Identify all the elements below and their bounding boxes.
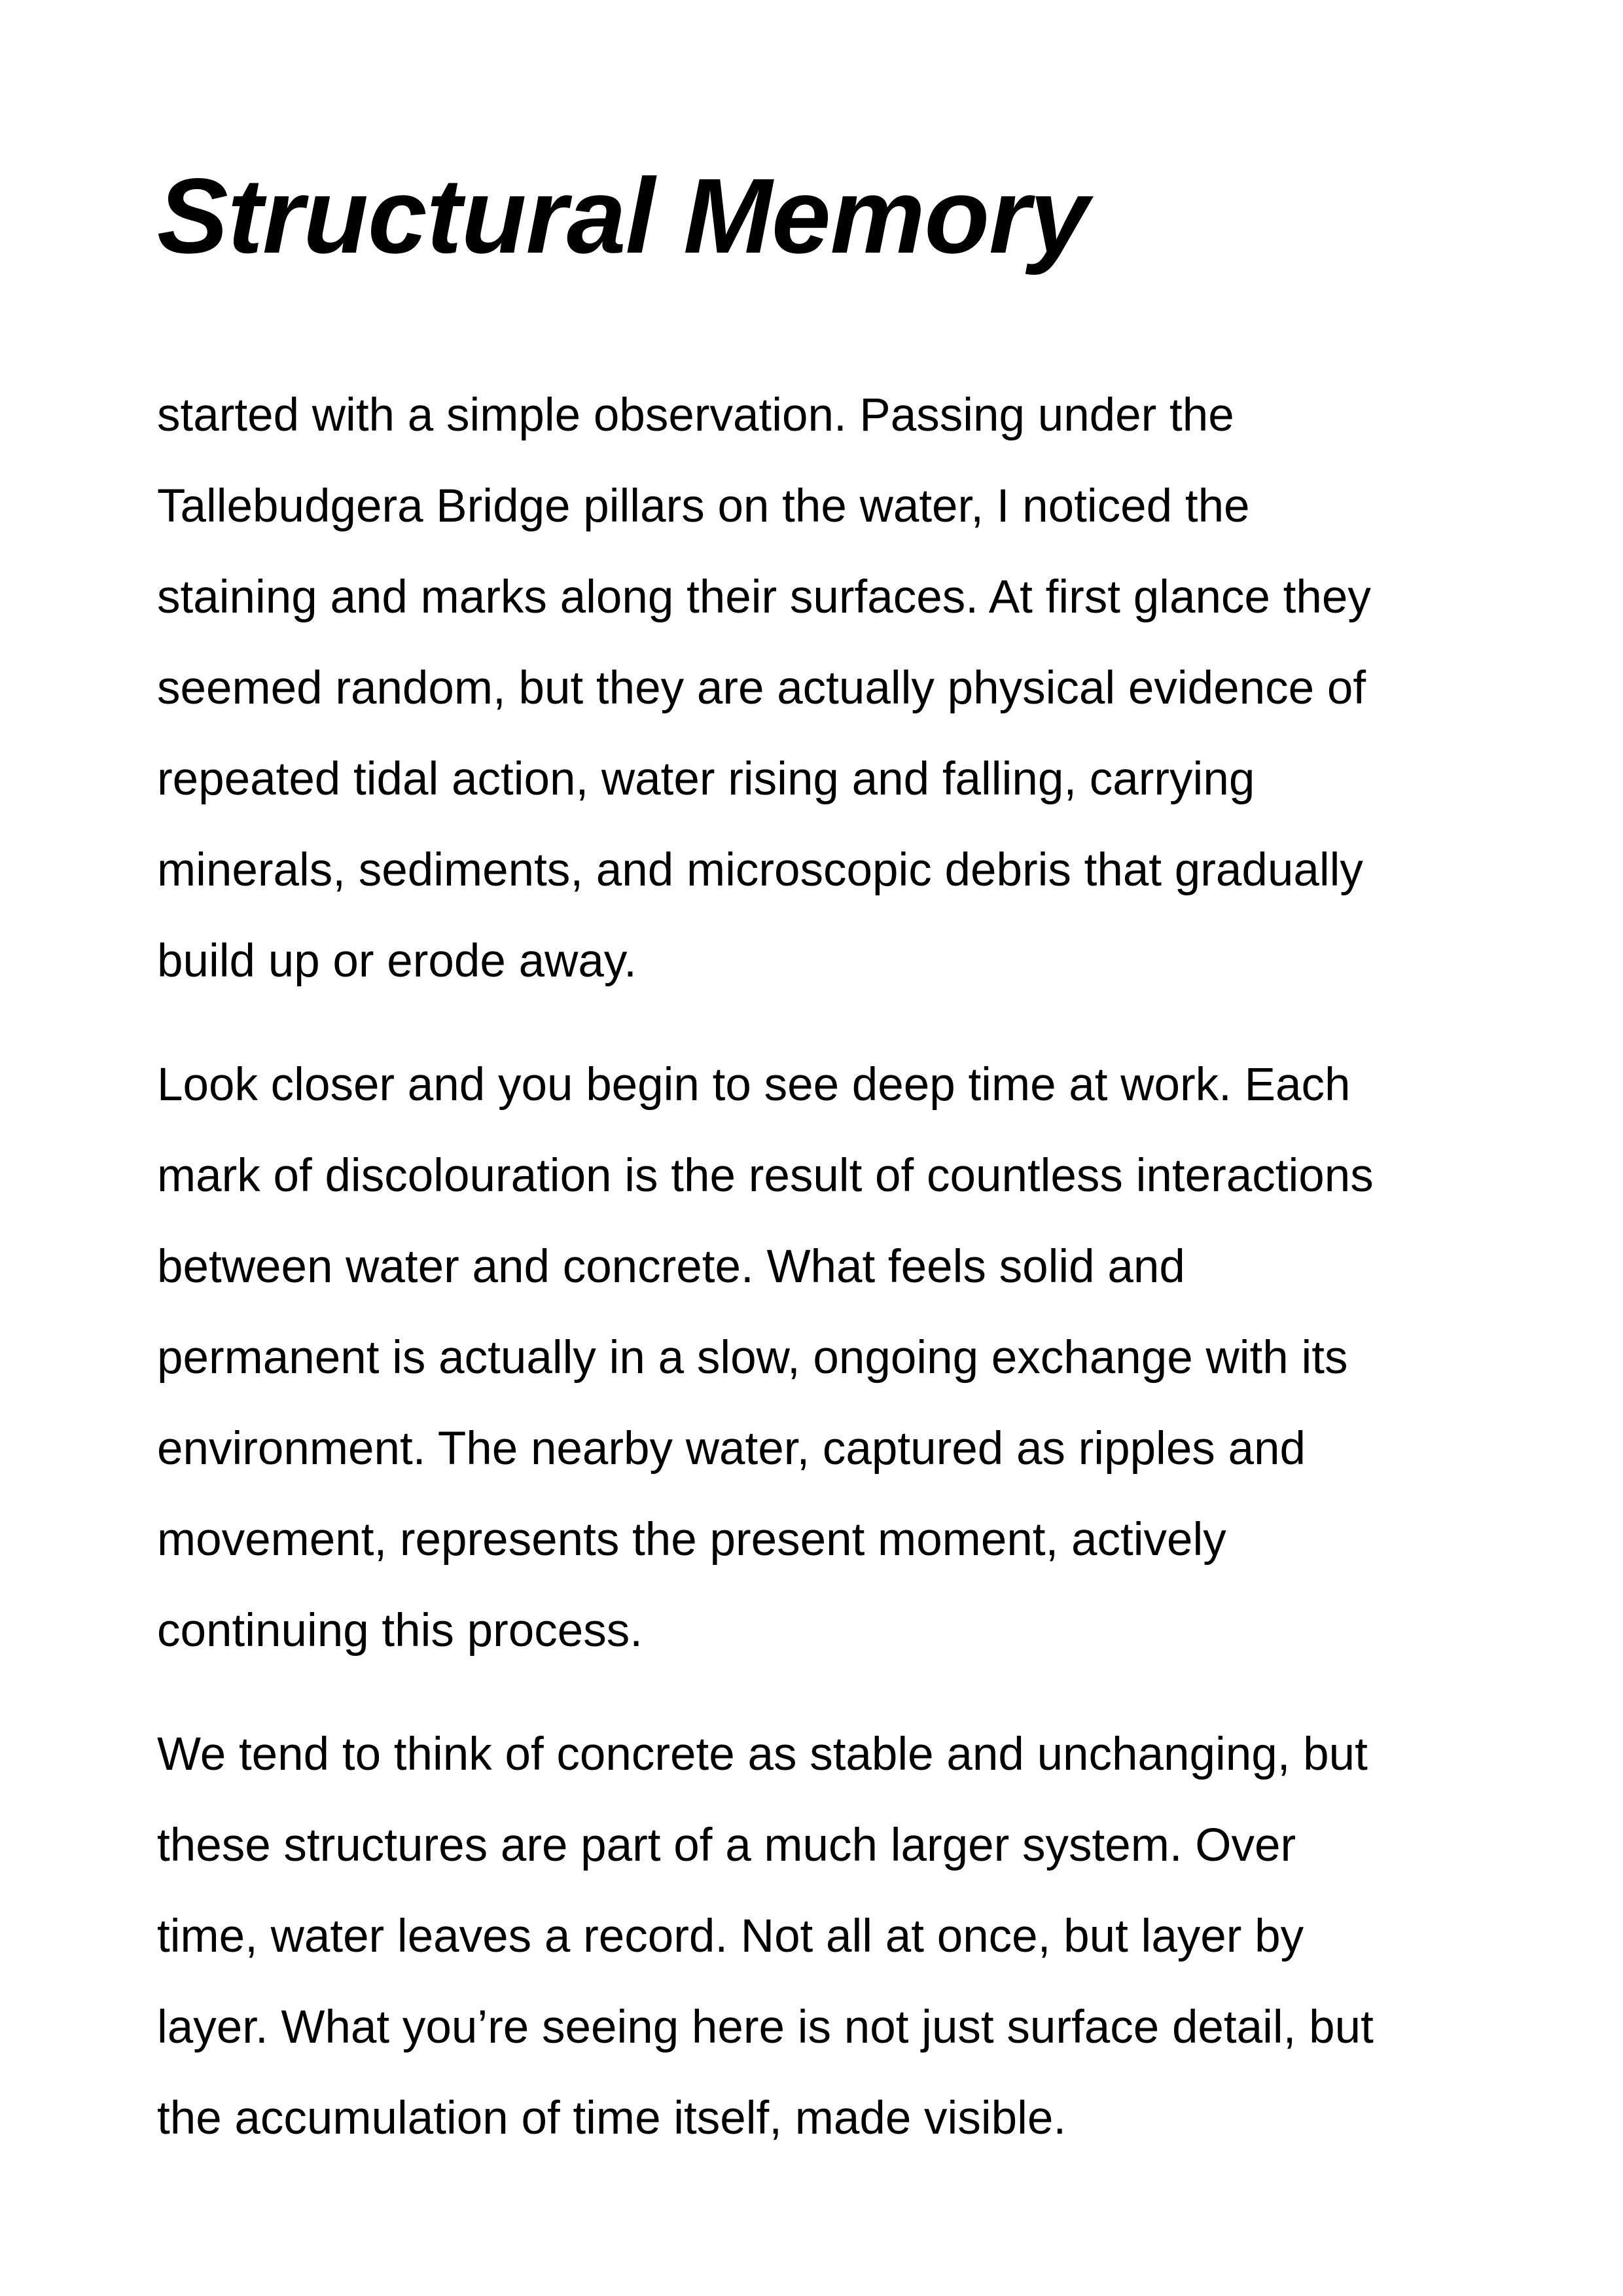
text-line: build up or erode away. (157, 935, 637, 987)
text-line: Tallebudgera Bridge pillars on the water, I noticed the (157, 480, 1250, 532)
text-line: movement, represents the present moment, actively (157, 1514, 1226, 1566)
text-line: these structures are part of a much larger system. Over (157, 1820, 1296, 1871)
text-line: environment. The nearby water, captured as ripples and (157, 1423, 1306, 1475)
text-line: We tend to think of concrete as stable and unchanging, but (157, 1729, 1368, 1780)
text-line: mark of discolouration is the result of countless interactions (157, 1150, 1374, 1202)
page-title: Structural Memory (157, 156, 1089, 276)
text-line: started with a simple observation. Passing under the (157, 389, 1234, 441)
text-line: seemed random, but they are actually physical evidence of (157, 662, 1366, 714)
text-line: continuing this process. (157, 1605, 643, 1657)
text-line: permanent is actually in a slow, ongoing exchange with its (157, 1332, 1348, 1384)
text-line: minerals, sediments, and microscopic debris that gradually (157, 844, 1363, 896)
text-line: staining and marks along their surfaces. At first glance they (157, 571, 1371, 623)
paragraph-1 (157, 370, 1486, 1007)
text-line: layer. What you’re seeing here is not just surface detail, but (157, 2001, 1374, 2053)
paragraph-2 (157, 1039, 1486, 1676)
text-line: time, water leaves a record. Not all at once, but layer by (157, 1910, 1304, 1962)
text-line: repeated tidal action, water rising and falling, carrying (157, 753, 1255, 805)
paragraph-3 (157, 1709, 1486, 2164)
body-text (157, 370, 1486, 2197)
text-line: Look closer and you begin to see deep time at work. Each (157, 1059, 1351, 1111)
text-line: between water and concrete. What feels solid and (157, 1241, 1185, 1293)
text-line: the accumulation of time itself, made visible. (157, 2092, 1067, 2144)
